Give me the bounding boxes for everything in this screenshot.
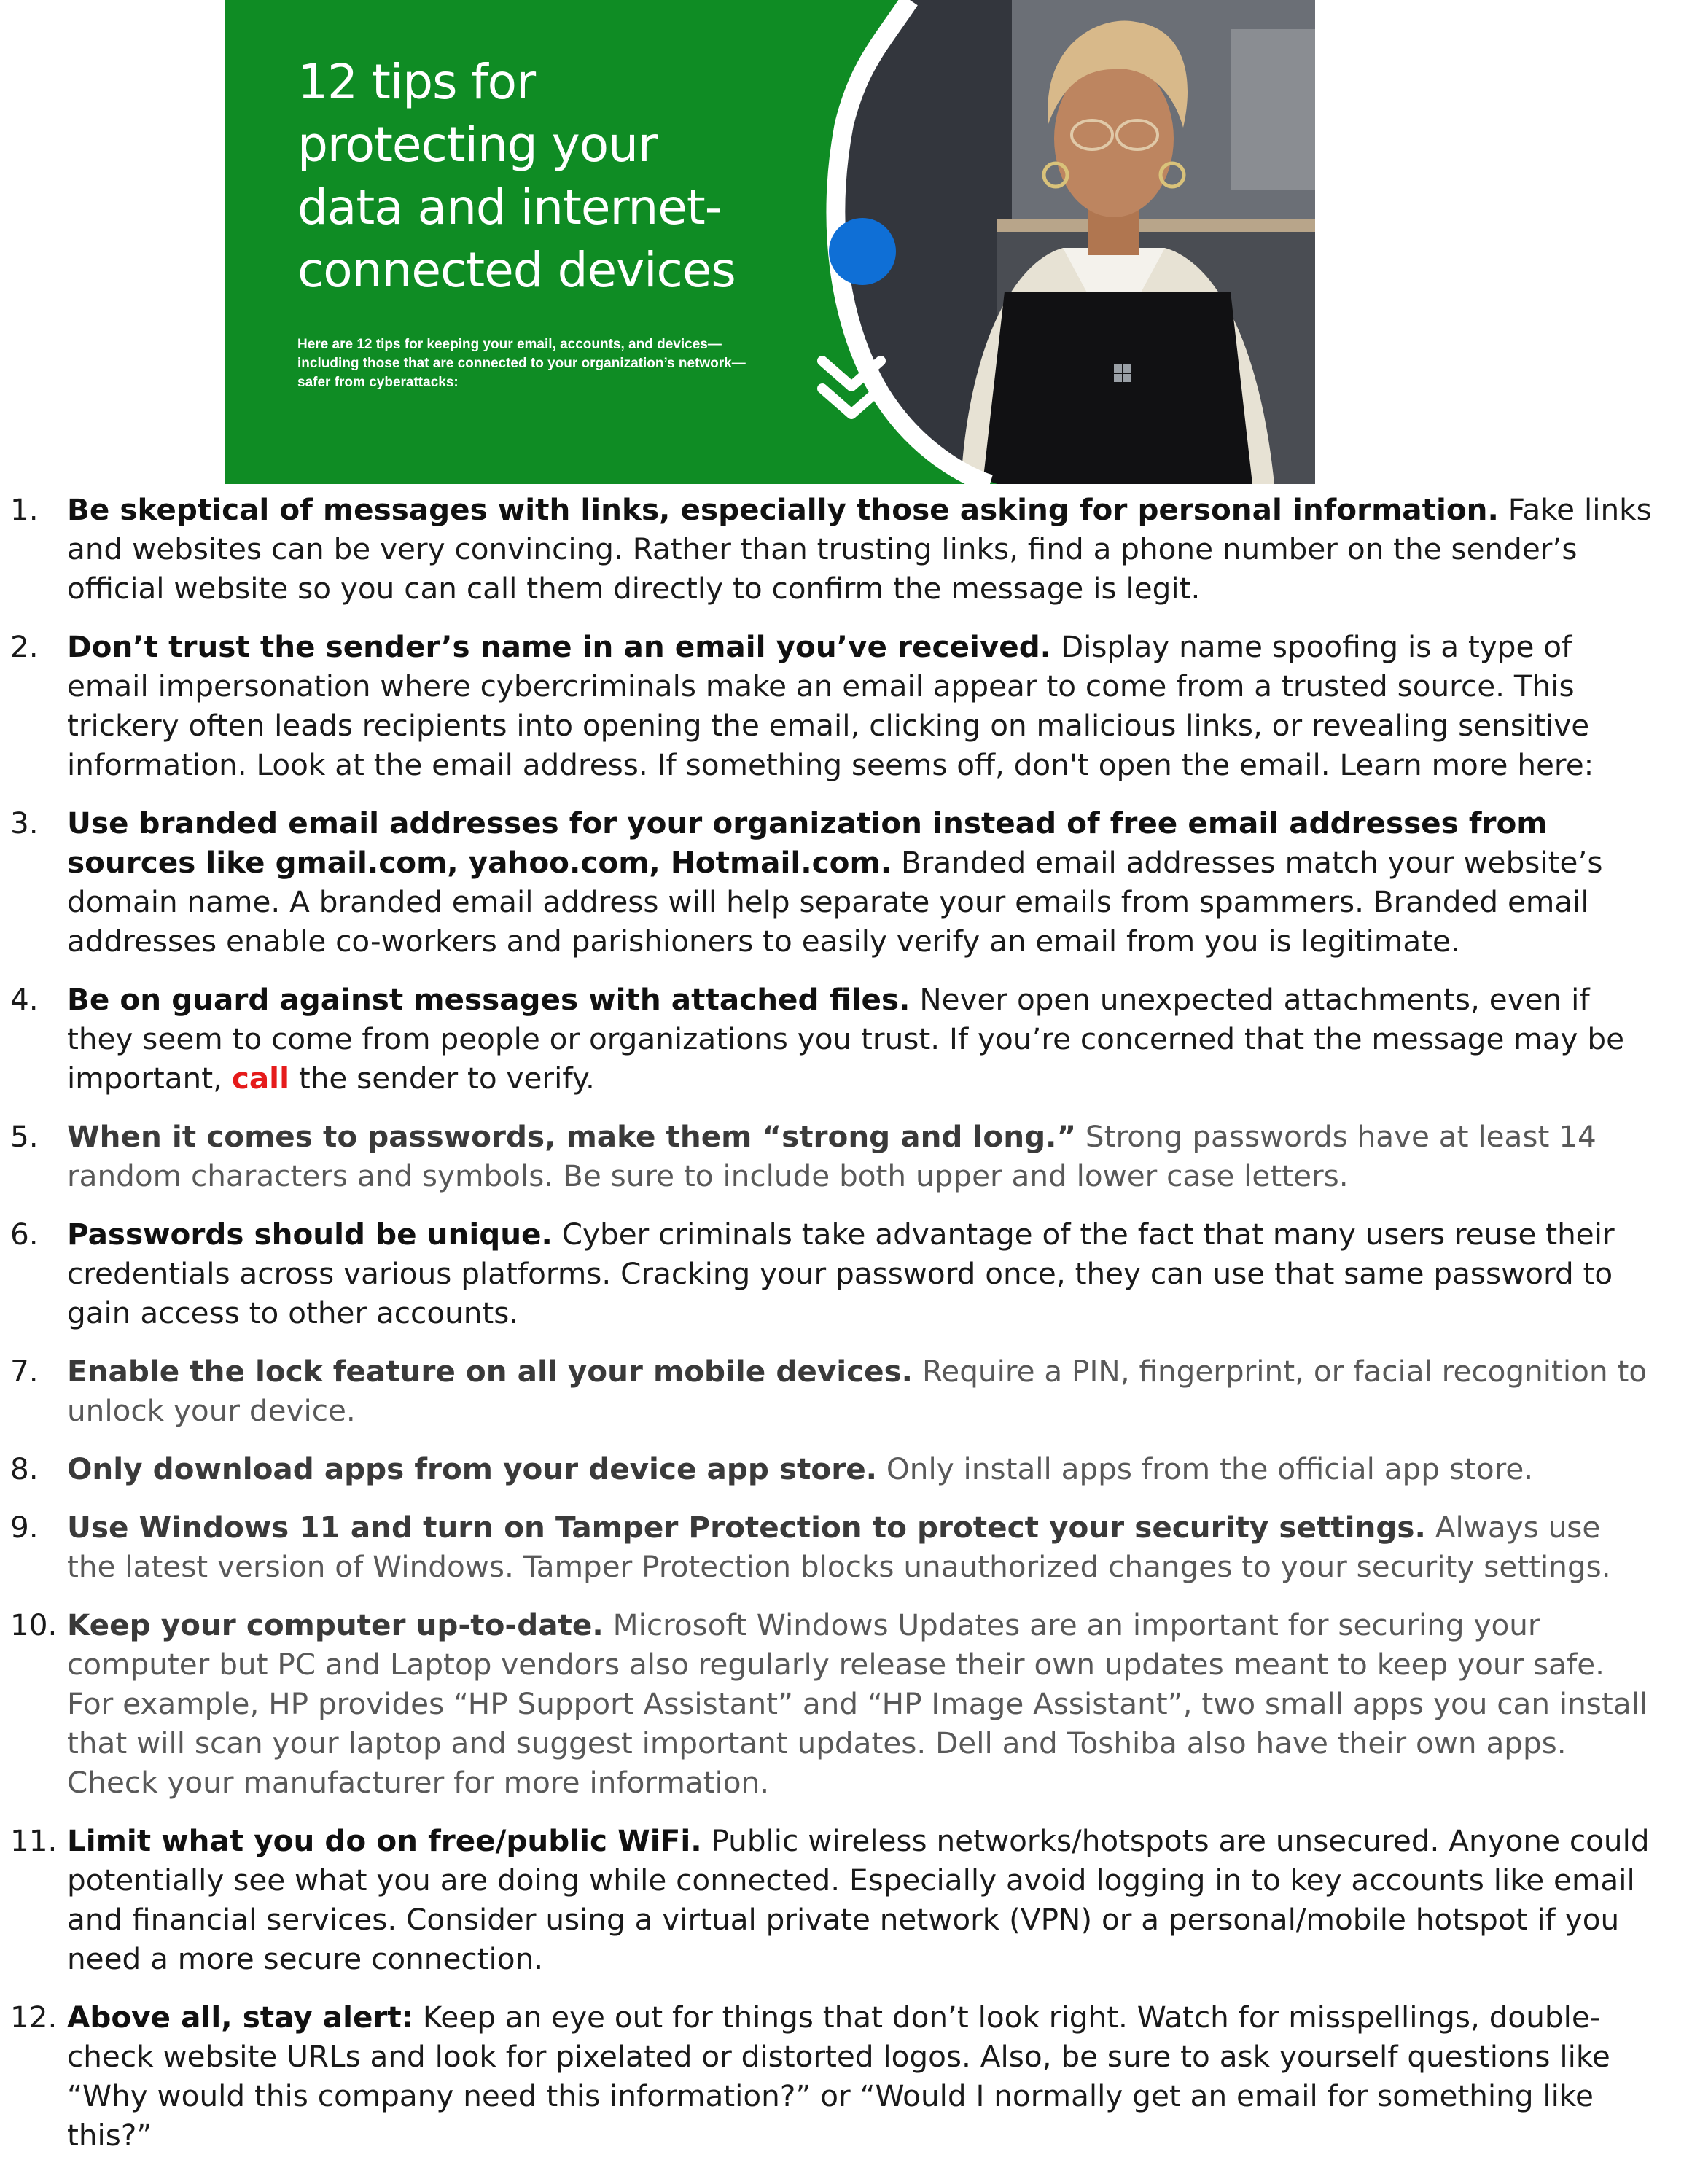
tip-body: Microsoft Windows Updates are an important for securing your computer but PC and Laptop vendors also regularly release their own updates meant to keep your safe. For example, HP provides “HP Support Assistant” and “HP Image Assistant”, two small apps you can install that will scan your laptop and suggest important updates. Dell and Toshiba also have their own apps. Check your manufacturer for more information. [67,1607,1648,1800]
list-item [0,1117,1656,1196]
tip-title: Use branded email addresses for your organization instead of free email addresses from sources like gmail.com, yahoo.com, Hotmail.com. [67,806,1548,880]
tip-title: Don’t trust the sender’s name in an email you’ve received. [67,629,1052,664]
list-item [0,1605,1656,1802]
banner-subtitle: Here are 12 tips for keeping your email, accounts, and devices—including those that are connected to your organization’s network—safer from cyberattacks: [297,337,746,390]
tip-title: Use Windows 11 and turn on Tamper Protection to protect your security settings. [67,1510,1426,1545]
list-item [0,980,1656,1098]
tip-body: Display name spoofing is a type of email impersonation where cybercriminals make an email appear to come from a trusted source. This trickery often leads recipients into opening the email, clicking on malicious links, or revealing sensitive information. Look at the email address. If something seems off, don't open the email. Learn more here: [67,629,1594,782]
tip-body: Public wireless networks/hotspots are unsecured. Anyone could potentially see what you are doing while connected. Especially avoid logging in to key accounts like email and financial services. Consider using a virtual private network (VPN) or a personal/mobile hotspot if you need a more secure connection. [67,1823,1650,1976]
tip-body: Only install apps from the official app store. [877,1451,1534,1486]
tip-body: Always use the latest version of Windows. Tamper Protection blocks unauthorized changes to your security settings. [67,1510,1611,1584]
tip-body: Cyber criminals take advantage of the fact that many users reuse their credentials across various platforms. Cracking your password once, they can use that same password to gain access to other accounts. [67,1217,1615,1330]
tip-number: 3. [10,806,39,841]
tip-number: 5. [10,1119,39,1154]
list-item [0,490,1656,608]
tip-number: 11. [10,1823,58,1858]
tip-number: 2. [10,629,39,664]
tip-number: 9. [10,1510,39,1545]
tips-list [0,490,1692,2174]
tip-number: 6. [10,1217,39,1252]
tip-number: 12. [10,2000,58,2035]
tip-title: Limit what you do on free/public WiFi. [67,1823,702,1858]
tip-body: Keep an eye out for things that don’t look right. Watch for misspellings, double-check website URLs and look for pixelated or distorted logos. Also, be sure to ask yourself questions like “Why would this company need this information?” or “Would I normally get an email for something like this?” [67,2000,1610,2153]
tip-title: Enable the lock feature on all your mobile devices. [67,1354,913,1389]
tip-body: Require a PIN, fingerprint, or facial recognition to unlock your device. [67,1354,1648,1428]
tip-number: 4. [10,982,39,1017]
tip-title: When it comes to passwords, make them “strong and long.” [67,1119,1077,1154]
list-item [0,1997,1656,2155]
list-item [0,627,1656,784]
banner-title: 12 tips for protecting your data and internet- connected devices [297,54,736,298]
tip-title: Be on guard against messages with attached files. [67,982,911,1017]
hero-banner [225,0,1315,484]
call-highlight: call [231,1061,289,1096]
tip-number: 8. [10,1451,39,1486]
list-item [0,803,1656,961]
tip-body: Branded email addresses match your website’s domain name. A branded email address will help separate your emails from spammers. Branded email addresses enable co-workers and parishioners to easily verify an email from you is legitimate. [67,845,1603,959]
list-item [0,1352,1656,1430]
tip-number: 1. [10,492,39,527]
list-item [0,1449,1656,1489]
double-chevron-down-icon [811,346,892,426]
tip-number: 10. [10,1607,58,1642]
tip-body: Strong passwords have at least 14 random characters and symbols. Be sure to include both upper and lower case letters. [67,1119,1597,1193]
tip-body-end: the sender to verify. [289,1061,595,1096]
tip-title: Only download apps from your device app store. [67,1451,878,1486]
tip-title: Be skeptical of messages with links, especially those asking for personal information. [67,492,1499,527]
list-item [0,1821,1656,1978]
tip-body: Fake links and websites can be very convincing. Rather than trusting links, find a phone number on the sender’s official website so you can call them directly to confirm the message is legit. [67,492,1652,606]
tip-title: Passwords should be unique. [67,1217,553,1252]
tip-number: 7. [10,1354,39,1389]
tip-title: Above all, stay alert: [67,2000,413,2035]
list-item [0,1508,1656,1586]
tip-body: Never open unexpected attachments, even if they seem to come from people or organizations you trust. If you’re concerned that the message may be important, [67,982,1624,1096]
tip-title: Keep your computer up-to-date. [67,1607,604,1642]
list-item [0,1214,1656,1333]
